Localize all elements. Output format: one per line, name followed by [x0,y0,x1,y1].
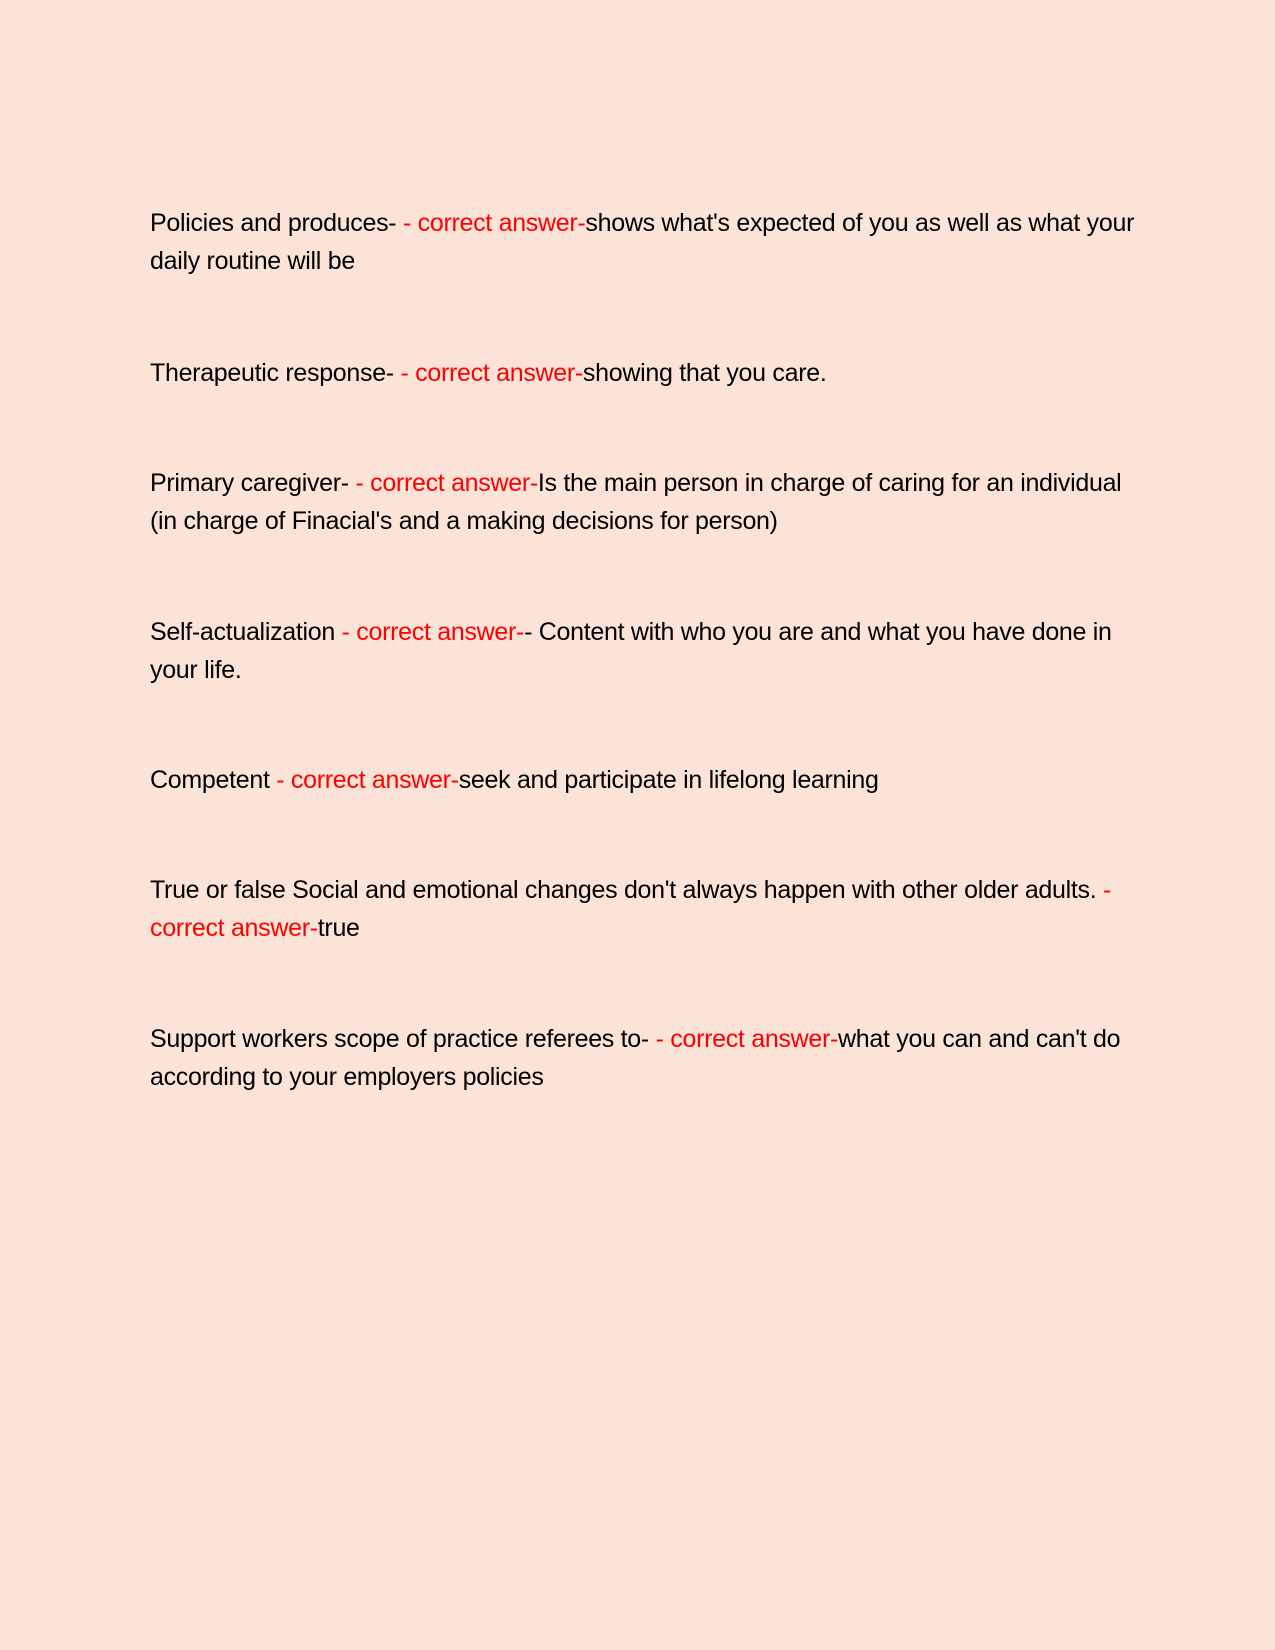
answer-text: showing that you care. [582,359,827,387]
question-text: Therapeutic response- [150,359,401,387]
qa-item-competent [150,761,1140,799]
question-text: Support workers scope of practice referees to- [150,1025,656,1053]
qa-item-policies-and-procedures [150,204,1140,280]
correct-answer-tag: - correct answer- [402,209,586,237]
correct-answer-tag: - correct answer- [276,766,459,794]
qa-item-primary-caregiver [150,464,1140,540]
qa-item-scope-of-practice [150,1020,1140,1096]
correct-answer-tag: - correct answer- [150,876,1112,942]
question-text: Self-actualization [150,618,342,646]
answer-text: shows what's expected of you as well as what your daily routine will be [150,209,1135,275]
answer-text: seek and participate in lifelong learning [458,766,879,794]
answer-text: Is the main person in charge of caring for an individual (in charge of Finacial's and a making decisions for person) [150,469,1122,535]
question-text: Policies and produces- [150,209,403,237]
qa-item-social-emotional-changes [150,871,1140,947]
correct-answer-tag: - correct answer- [341,618,525,646]
correct-answer-tag: - correct answer- [655,1025,839,1053]
answer-text: true [317,914,360,942]
answer-text: what you can and can't do according to your employers policies [150,1025,1121,1091]
qa-item-self-actualization [150,613,1140,689]
correct-answer-tag: - correct answer- [355,469,538,497]
question-text: Primary caregiver- [150,469,356,497]
question-text: True or false Social and emotional changes don't always happen with other older adults. [150,876,1104,904]
question-text: Competent [150,766,277,794]
answer-text: - Content with who you are and what you have done in your life. [150,618,1112,684]
correct-answer-tag: - correct answer- [400,359,583,387]
qa-item-therapeutic-response [150,354,1140,392]
